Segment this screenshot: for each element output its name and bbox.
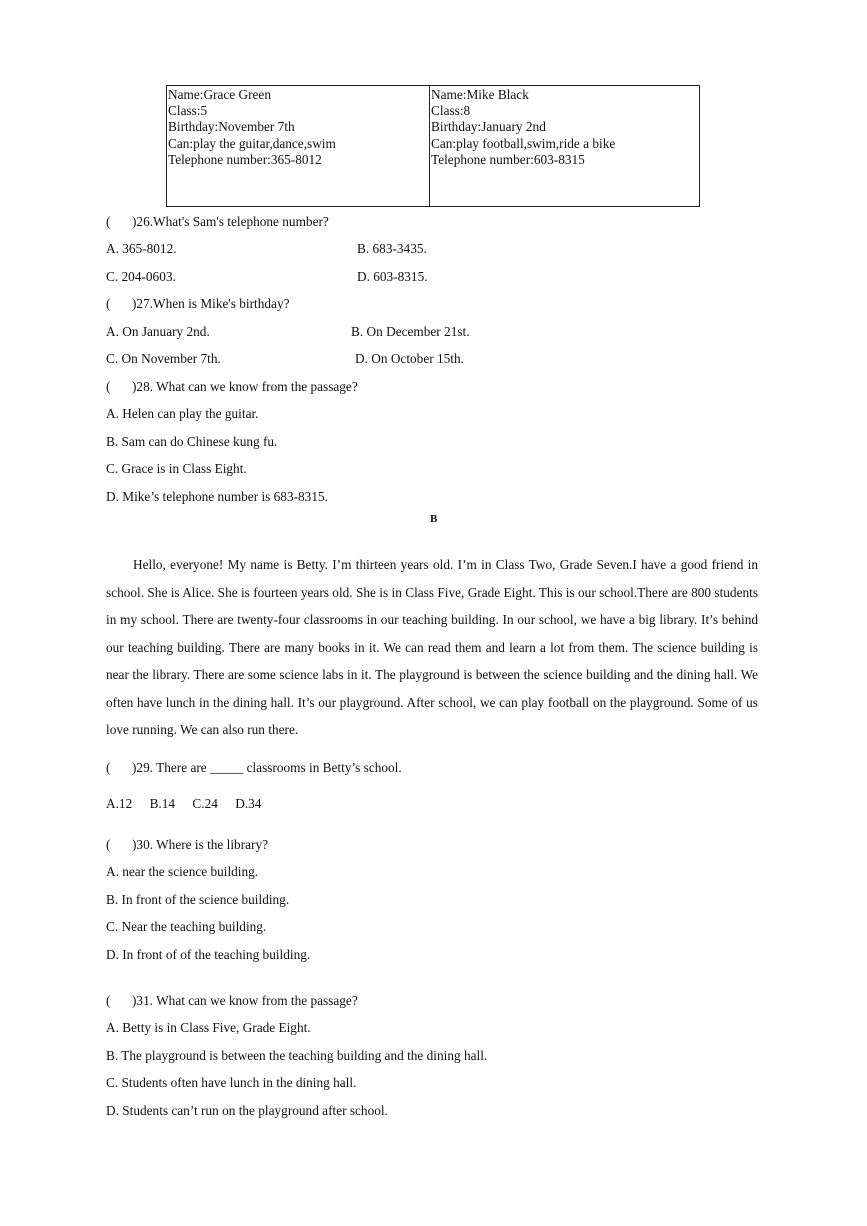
q26-option-d: D. 603-8315. — [357, 269, 428, 284]
grace-class: Class:5 — [168, 103, 208, 119]
q29-option-c: C.24 — [192, 796, 218, 811]
info-table — [166, 85, 700, 207]
q29-option-a: A.12 — [106, 796, 133, 811]
q31-stem: )31. What can we know from the passage? — [132, 993, 358, 1008]
q26-stem: )26.What's Sam's telephone number? — [132, 214, 329, 229]
q31-option-a: A. Betty is in Class Five, Grade Eight. — [106, 1020, 311, 1035]
q28-bracket: ( — [106, 379, 111, 394]
q28-stem: )28. What can we know from the passage? — [132, 379, 358, 394]
mike-birthday: Birthday:January 2nd — [431, 119, 546, 135]
table-cell-grace — [167, 86, 430, 206]
q29-stem: )29. There are _____ classrooms in Betty’s school. — [132, 760, 402, 775]
q28-option-a: A. Helen can play the guitar. — [106, 406, 259, 421]
grace-name: Name:Grace Green — [168, 87, 271, 102]
q31-bracket: ( — [106, 993, 111, 1008]
q27-option-d: D. On October 15th. — [355, 351, 464, 366]
q27-bracket: ( — [106, 296, 111, 311]
section-b-heading: B — [430, 513, 438, 525]
q26-option-c: C. 204-0603. — [106, 269, 176, 284]
q29-options — [106, 796, 275, 812]
passage-text: Hello, everyone! My name is Betty. I’m thirteen years old. I’m in Class Two, Grade Seven.I have a good friend in school. She is Alice. She is fourteen years old. She is in Class Five, Grade Eight. This is our school.There are 800 students in my school. There are twenty-four classrooms in our teaching building. In our school, we have a big library. It’s behind our teaching building. There are many books in it. We can read them and learn a lot from them. The science building is near the library. There are some science labs in it. The playground is between the science building and the dining hall. We often have lunch in the dining hall. It’s our playground. After school, we can play football on the playground. Some of us love running. We can also run there. — [106, 557, 758, 737]
q31-option-c: C. Students often have lunch in the dining hall. — [106, 1075, 357, 1090]
q27-option-b: B. On December 21st. — [351, 324, 470, 339]
q30-bracket: ( — [106, 837, 111, 852]
q30-option-b: B. In front of the science building. — [106, 892, 290, 907]
q30-option-a: A. near the science building. — [106, 864, 259, 879]
q31-option-d: D. Students can’t run on the playground after school. — [106, 1103, 388, 1118]
q29-option-d: D.34 — [235, 796, 262, 811]
q30-stem: )30. Where is the library? — [132, 837, 268, 852]
grace-birthday: Birthday:November 7th — [168, 119, 295, 135]
q30-option-c: C. Near the teaching building. — [106, 919, 267, 934]
q28-option-d: D. Mike’s telephone number is 683-8315. — [106, 489, 328, 504]
q26-option-a: A. 365-8012. — [106, 241, 177, 256]
grace-telephone: Telephone number:365-8012 — [168, 151, 322, 167]
q30-option-d: D. In front of of the teaching building. — [106, 947, 311, 962]
q27-option-a: A. On January 2nd. — [106, 324, 210, 339]
q29-bracket: ( — [106, 760, 111, 775]
q27-option-c: C. On November 7th. — [106, 351, 221, 366]
q28-option-c: C. Grace is in Class Eight. — [106, 461, 247, 476]
mike-name: Name:Mike Black — [431, 87, 529, 102]
mike-can: Can:play football,swim,ride a bike — [431, 135, 616, 151]
q27-stem: )27.When is Mike's birthday? — [132, 296, 290, 311]
reading-passage — [106, 551, 758, 744]
grace-can: Can:play the guitar,dance,swim — [168, 135, 336, 151]
q31-option-b: B. The playground is between the teaching building and the dining hall. — [106, 1048, 488, 1063]
table-cell-mike — [430, 86, 699, 206]
mike-telephone: Telephone number:603-8315 — [431, 151, 585, 167]
q26-bracket: ( — [106, 214, 111, 229]
q26-option-b: B. 683-3435. — [357, 241, 427, 256]
mike-class: Class:8 — [431, 103, 471, 119]
q29-option-b: B.14 — [149, 796, 176, 811]
q28-option-b: B. Sam can do Chinese kung fu. — [106, 434, 278, 449]
